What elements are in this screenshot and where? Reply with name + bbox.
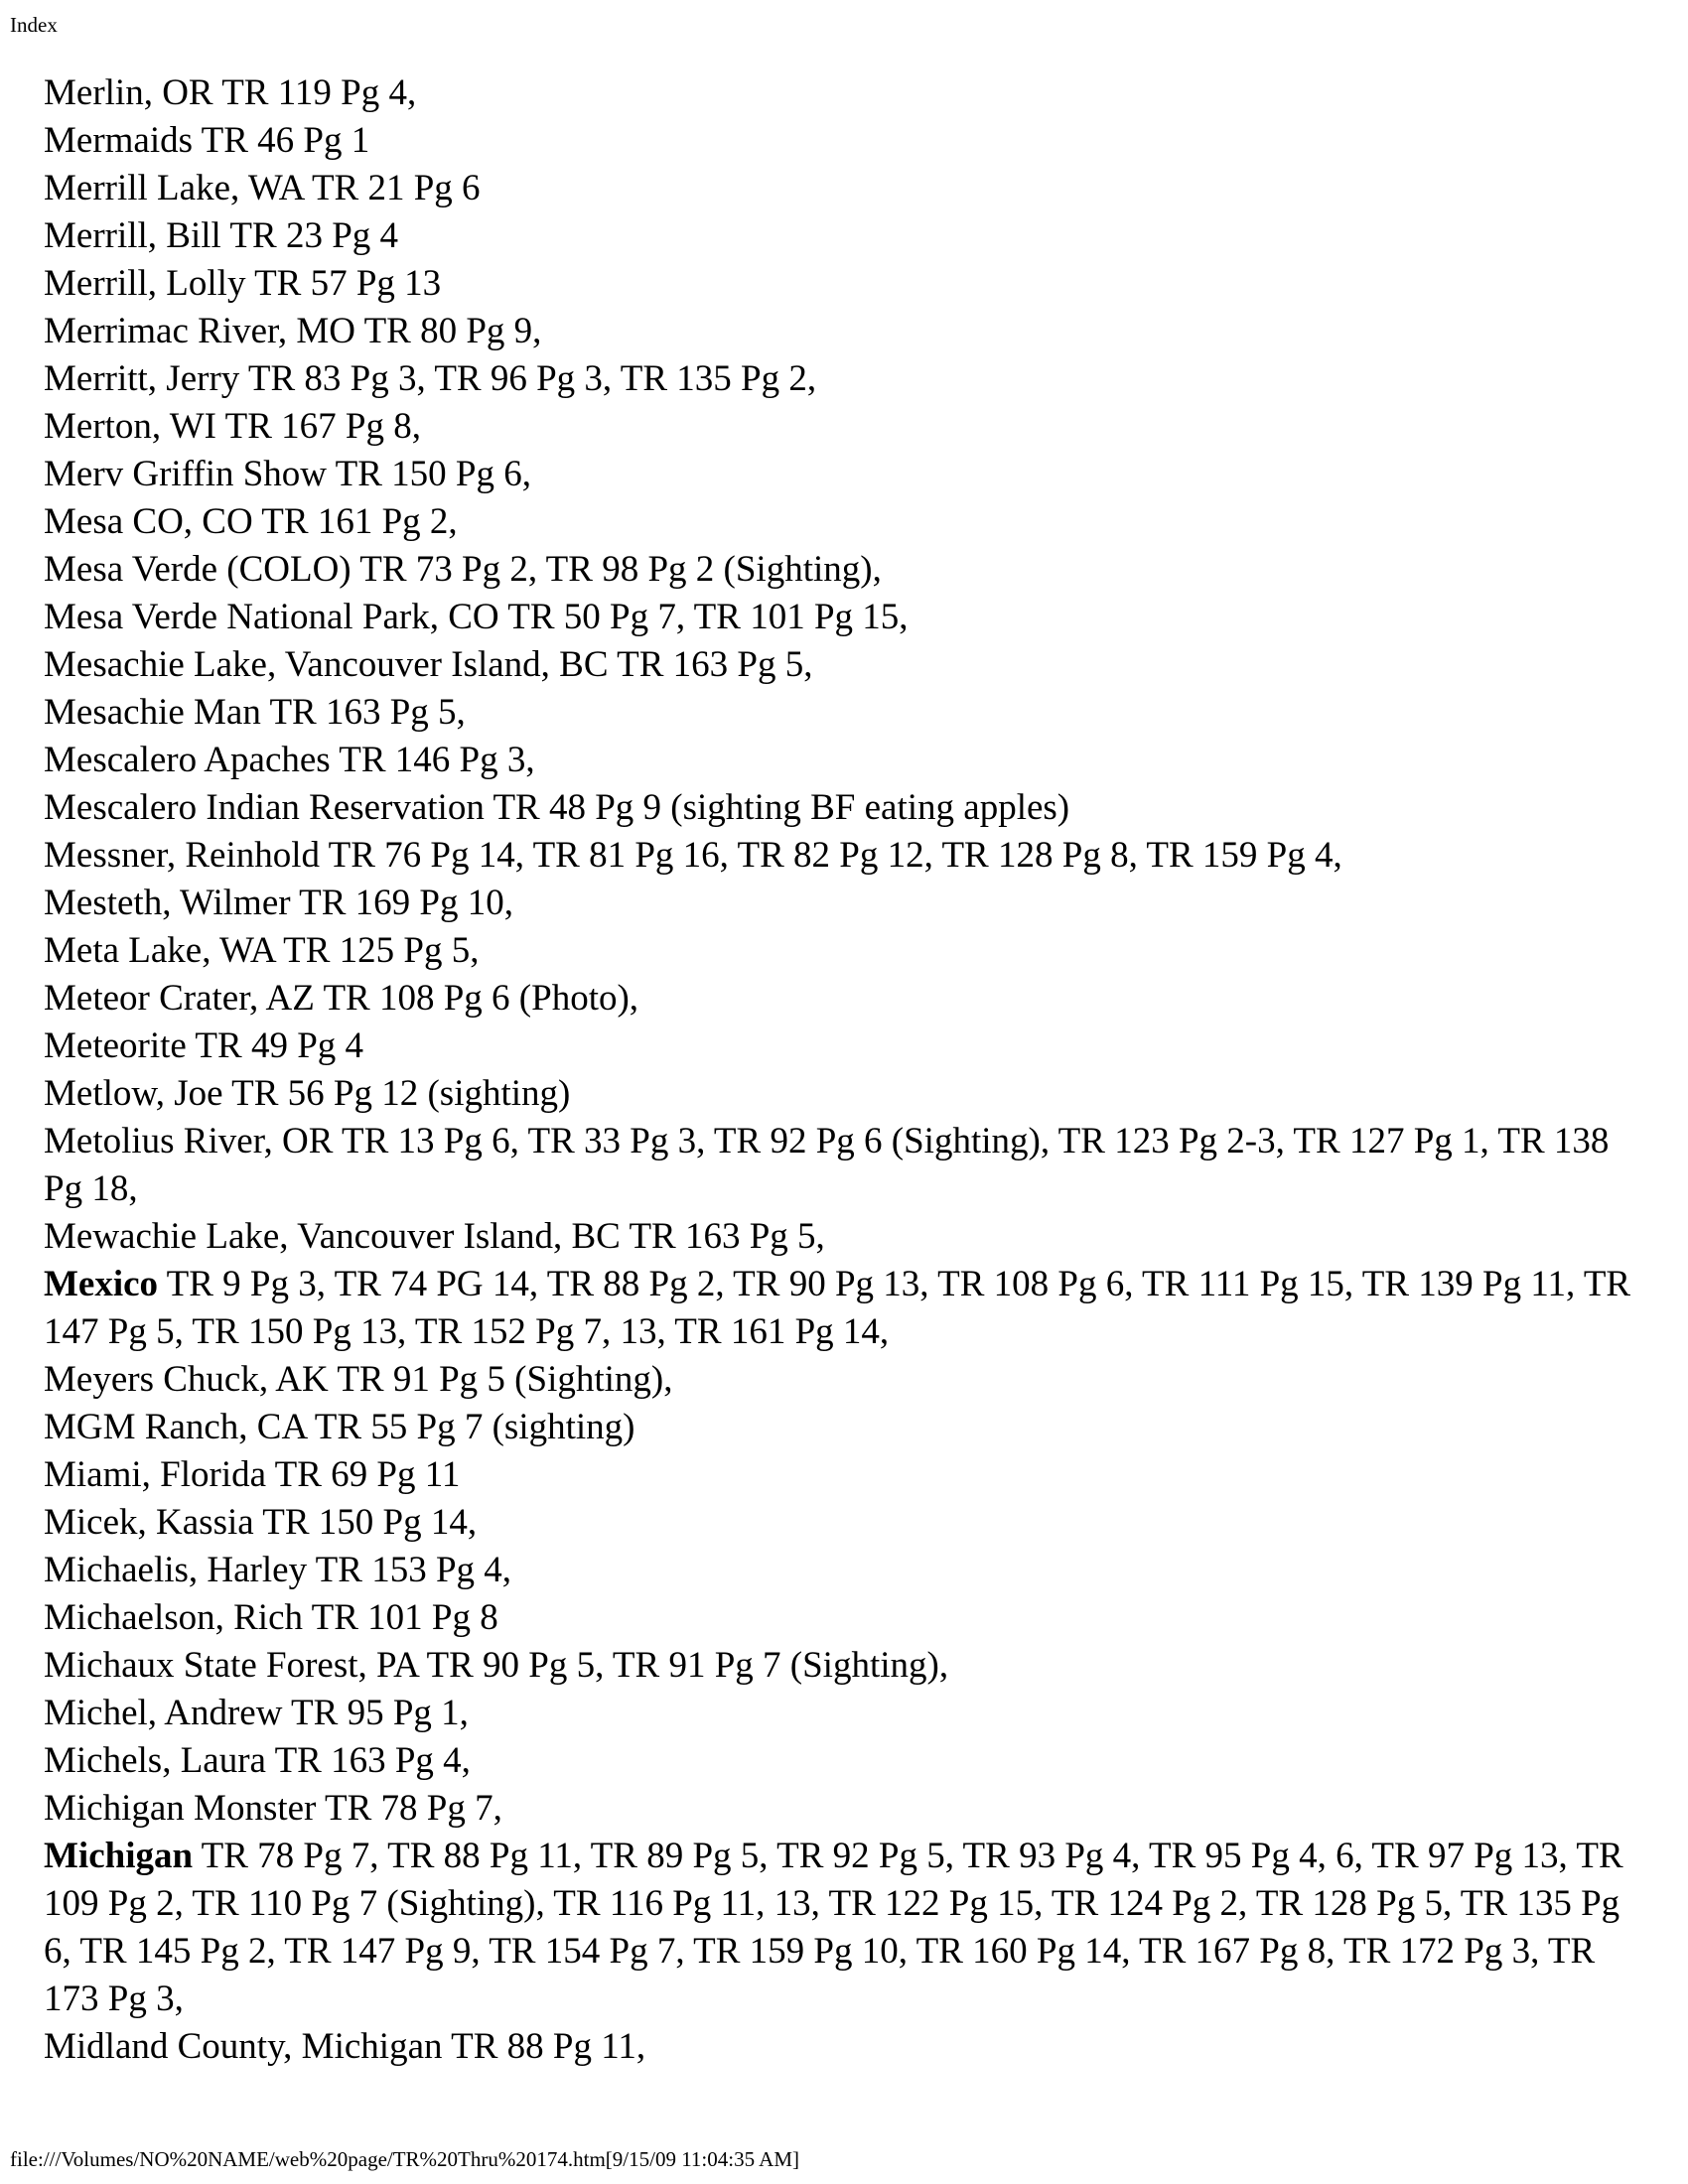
index-entry-references: TR 21 Pg 6	[311, 168, 481, 208]
index-entry-references: TR 163 Pg 5,	[617, 644, 813, 685]
index-entry	[44, 975, 1632, 1023]
index-entry-references: TR 163 Pg 4,	[274, 1740, 471, 1781]
index-entry-term: Michigan	[44, 1836, 194, 1876]
index-entry-term: Merrimac River, MO	[44, 311, 355, 351]
index-entry-term: Meteorite	[44, 1025, 187, 1066]
index-entry-term: Mesa Verde (COLO)	[44, 549, 352, 590]
index-entry-references: TR 108 Pg 6 (Photo),	[323, 978, 639, 1019]
index-entry-term: Michaelis, Harley	[44, 1550, 308, 1590]
index-entry-term: Michel, Andrew	[44, 1693, 283, 1733]
index-entry	[44, 880, 1632, 927]
index-entry-references: TR 76 Pg 14, TR 81 Pg 16, TR 82 Pg 12, TR 128 Pg 8, TR 159 Pg 4,	[328, 835, 1342, 876]
index-entry-term: Michaux State Forest, PA	[44, 1645, 418, 1686]
index-entry-references: TR 163 Pg 5,	[269, 692, 466, 733]
index-entry-term: Mexico	[44, 1264, 159, 1304]
index-entry-term: MGM Ranch, CA	[44, 1407, 307, 1447]
index-entry	[44, 1213, 1632, 1261]
index-entry-references: TR 73 Pg 2, TR 98 Pg 2 (Sighting),	[359, 549, 882, 590]
index-entry	[44, 1594, 1632, 1642]
index-entry-references: TR 150 Pg 6,	[335, 454, 531, 494]
index-entry-term: Metlow, Joe	[44, 1073, 223, 1114]
index-entry	[44, 546, 1632, 594]
index-entry	[44, 117, 1632, 165]
index-entry	[44, 1737, 1632, 1785]
index-entry-term: Merlin, OR	[44, 72, 213, 113]
index-entry-term: Meteor Crater, AZ	[44, 978, 315, 1019]
index-entry-references: TR 167 Pg 8,	[224, 406, 421, 447]
page-header: Index	[10, 13, 58, 37]
index-entry	[44, 784, 1632, 832]
index-entry-references: TR 48 Pg 9 (sighting BF eating apples)	[492, 787, 1070, 828]
index-entry	[44, 1547, 1632, 1594]
index-entry-references: TR 50 Pg 7, TR 101 Pg 15,	[507, 597, 909, 637]
index-entry-references: TR 78 Pg 7,	[324, 1788, 502, 1829]
index-entry	[44, 1023, 1632, 1070]
index-entry	[44, 641, 1632, 689]
index-entry-term: Mesa Verde National Park, CO	[44, 597, 499, 637]
index-entry-references: TR 83 Pg 3, TR 96 Pg 3, TR 135 Pg 2,	[247, 358, 817, 399]
index-entry-references: TR 150 Pg 14,	[262, 1502, 478, 1543]
index-entry	[44, 1642, 1632, 1690]
index-entry-term: Mesachie Lake, Vancouver Island, BC	[44, 644, 609, 685]
index-entry	[44, 1404, 1632, 1451]
index-entry	[44, 689, 1632, 737]
index-entry-references: TR 49 Pg 4	[195, 1025, 364, 1066]
index-entry	[44, 927, 1632, 975]
index-entry	[44, 498, 1632, 546]
index-entry-references: TR 161 Pg 2,	[261, 501, 458, 542]
index-entry	[44, 1499, 1632, 1547]
index-entry-term: Michaelson, Rich	[44, 1597, 304, 1638]
index-entry-references: TR 57 Pg 13	[254, 263, 442, 304]
index-entry-references: TR 95 Pg 1,	[291, 1693, 469, 1733]
index-list	[44, 69, 1632, 2071]
index-entry-term: Michigan Monster	[44, 1788, 317, 1829]
index-entry-term: Midland County, Michigan	[44, 2026, 443, 2067]
index-entry	[44, 355, 1632, 403]
index-entry-term: Mesteth, Wilmer	[44, 883, 291, 923]
page-footer-url: file:///Volumes/NO%20NAME/web%20page/TR%20Thru%20174.htm[9/15/09 11:04:35 AM]	[10, 2147, 800, 2171]
index-entry-references: TR 88 Pg 11,	[451, 2026, 646, 2067]
index-entry	[44, 212, 1632, 260]
index-entry-term: Mewachie Lake, Vancouver Island, BC	[44, 1216, 621, 1257]
index-entry-term: Merton, WI	[44, 406, 216, 447]
index-entry	[44, 1261, 1632, 1356]
index-entry	[44, 1451, 1632, 1499]
index-entry-references: TR 101 Pg 8	[311, 1597, 498, 1638]
index-entry-references: TR 23 Pg 4	[229, 215, 399, 256]
index-entry-term: Merrill Lake, WA	[44, 168, 304, 208]
index-entry	[44, 1833, 1632, 2023]
index-entry-term: Miami, Florida	[44, 1454, 267, 1495]
index-entry-references: TR 169 Pg 10,	[299, 883, 514, 923]
index-entry	[44, 1356, 1632, 1404]
index-entry-references: TR 125 Pg 5,	[283, 930, 480, 971]
index-entry	[44, 451, 1632, 498]
index-entry-references: TR 55 Pg 7 (sighting)	[314, 1407, 635, 1447]
index-entry-term: Meyers Chuck, AK	[44, 1359, 329, 1400]
index-entry-term: Meta Lake, WA	[44, 930, 275, 971]
index-entry	[44, 832, 1632, 880]
index-entry-references: TR 13 Pg 6, TR 33 Pg 3, TR 92 Pg 6 (Sighting), TR 123 Pg 2-3, TR 127 Pg 1, TR 138 Pg 18,	[44, 1121, 1610, 1209]
index-entry-references: TR 69 Pg 11	[274, 1454, 461, 1495]
index-entry-term: Mescalero Apaches	[44, 740, 331, 780]
index-entry-term: Micek, Kassia	[44, 1502, 254, 1543]
index-entry-term: Mermaids	[44, 120, 194, 161]
index-entry	[44, 737, 1632, 784]
index-entry	[44, 69, 1632, 117]
index-entry-references: TR 56 Pg 12 (sighting)	[231, 1073, 571, 1114]
index-entry-term: Merritt, Jerry	[44, 358, 240, 399]
index-entry	[44, 1785, 1632, 1833]
index-entry-references: TR 163 Pg 5,	[629, 1216, 825, 1257]
index-entry	[44, 2023, 1632, 2071]
index-entry-term: Mesa CO, CO	[44, 501, 253, 542]
index-entry-references: TR 153 Pg 4,	[315, 1550, 512, 1590]
index-entry	[44, 308, 1632, 355]
index-entry-term: Mescalero Indian Reservation	[44, 787, 485, 828]
index-entry	[44, 260, 1632, 308]
index-entry	[44, 1070, 1632, 1118]
index-entry-term: Messner, Reinhold	[44, 835, 321, 876]
index-entry-references: TR 90 Pg 5, TR 91 Pg 7 (Sighting),	[426, 1645, 949, 1686]
index-entry-term: Merrill, Lolly	[44, 263, 246, 304]
index-entry	[44, 1118, 1632, 1213]
index-entry-references: TR 91 Pg 5 (Sighting),	[337, 1359, 673, 1400]
index-entry	[44, 165, 1632, 212]
index-entry	[44, 594, 1632, 641]
index-entry-references: TR 80 Pg 9,	[363, 311, 542, 351]
index-entry-references: TR 146 Pg 3,	[339, 740, 535, 780]
index-entry-references: TR 46 Pg 1	[201, 120, 370, 161]
index-entry-term: Merv Griffin Show	[44, 454, 328, 494]
index-entry-references: TR 9 Pg 3, TR 74 PG 14, TR 88 Pg 2, TR 90 Pg 13, TR 108 Pg 6, TR 111 Pg 15, TR 139 Pg 11, TR 147 Pg 5, TR 150 Pg 13, TR 152 Pg 7, 13, TR 161 Pg 14,	[44, 1264, 1631, 1352]
index-entry-term: Mesachie Man	[44, 692, 261, 733]
index-entry-term: Merrill, Bill	[44, 215, 221, 256]
index-entry-references: TR 78 Pg 7, TR 88 Pg 11, TR 89 Pg 5, TR 92 Pg 5, TR 93 Pg 4, TR 95 Pg 4, 6, TR 97 Pg 13, TR 109 Pg 2, TR 110 Pg 7 (Sighting), TR 116 Pg 11, 13, TR 122 Pg 15, TR 124 Pg 2, TR 128 Pg 5, TR 135 Pg 6, TR 145 Pg 2, TR 147 Pg 9, TR 154 Pg 7, TR 159 Pg 10, TR 160 Pg 14, TR 167 Pg 8, TR 172 Pg 3, TR 173 Pg 3,	[44, 1836, 1623, 2019]
index-entry-term: Michels, Laura	[44, 1740, 266, 1781]
index-entry-references: TR 119 Pg 4,	[221, 72, 417, 113]
index-entry-term: Metolius River, OR	[44, 1121, 334, 1161]
index-entry	[44, 1690, 1632, 1737]
index-entry	[44, 403, 1632, 451]
